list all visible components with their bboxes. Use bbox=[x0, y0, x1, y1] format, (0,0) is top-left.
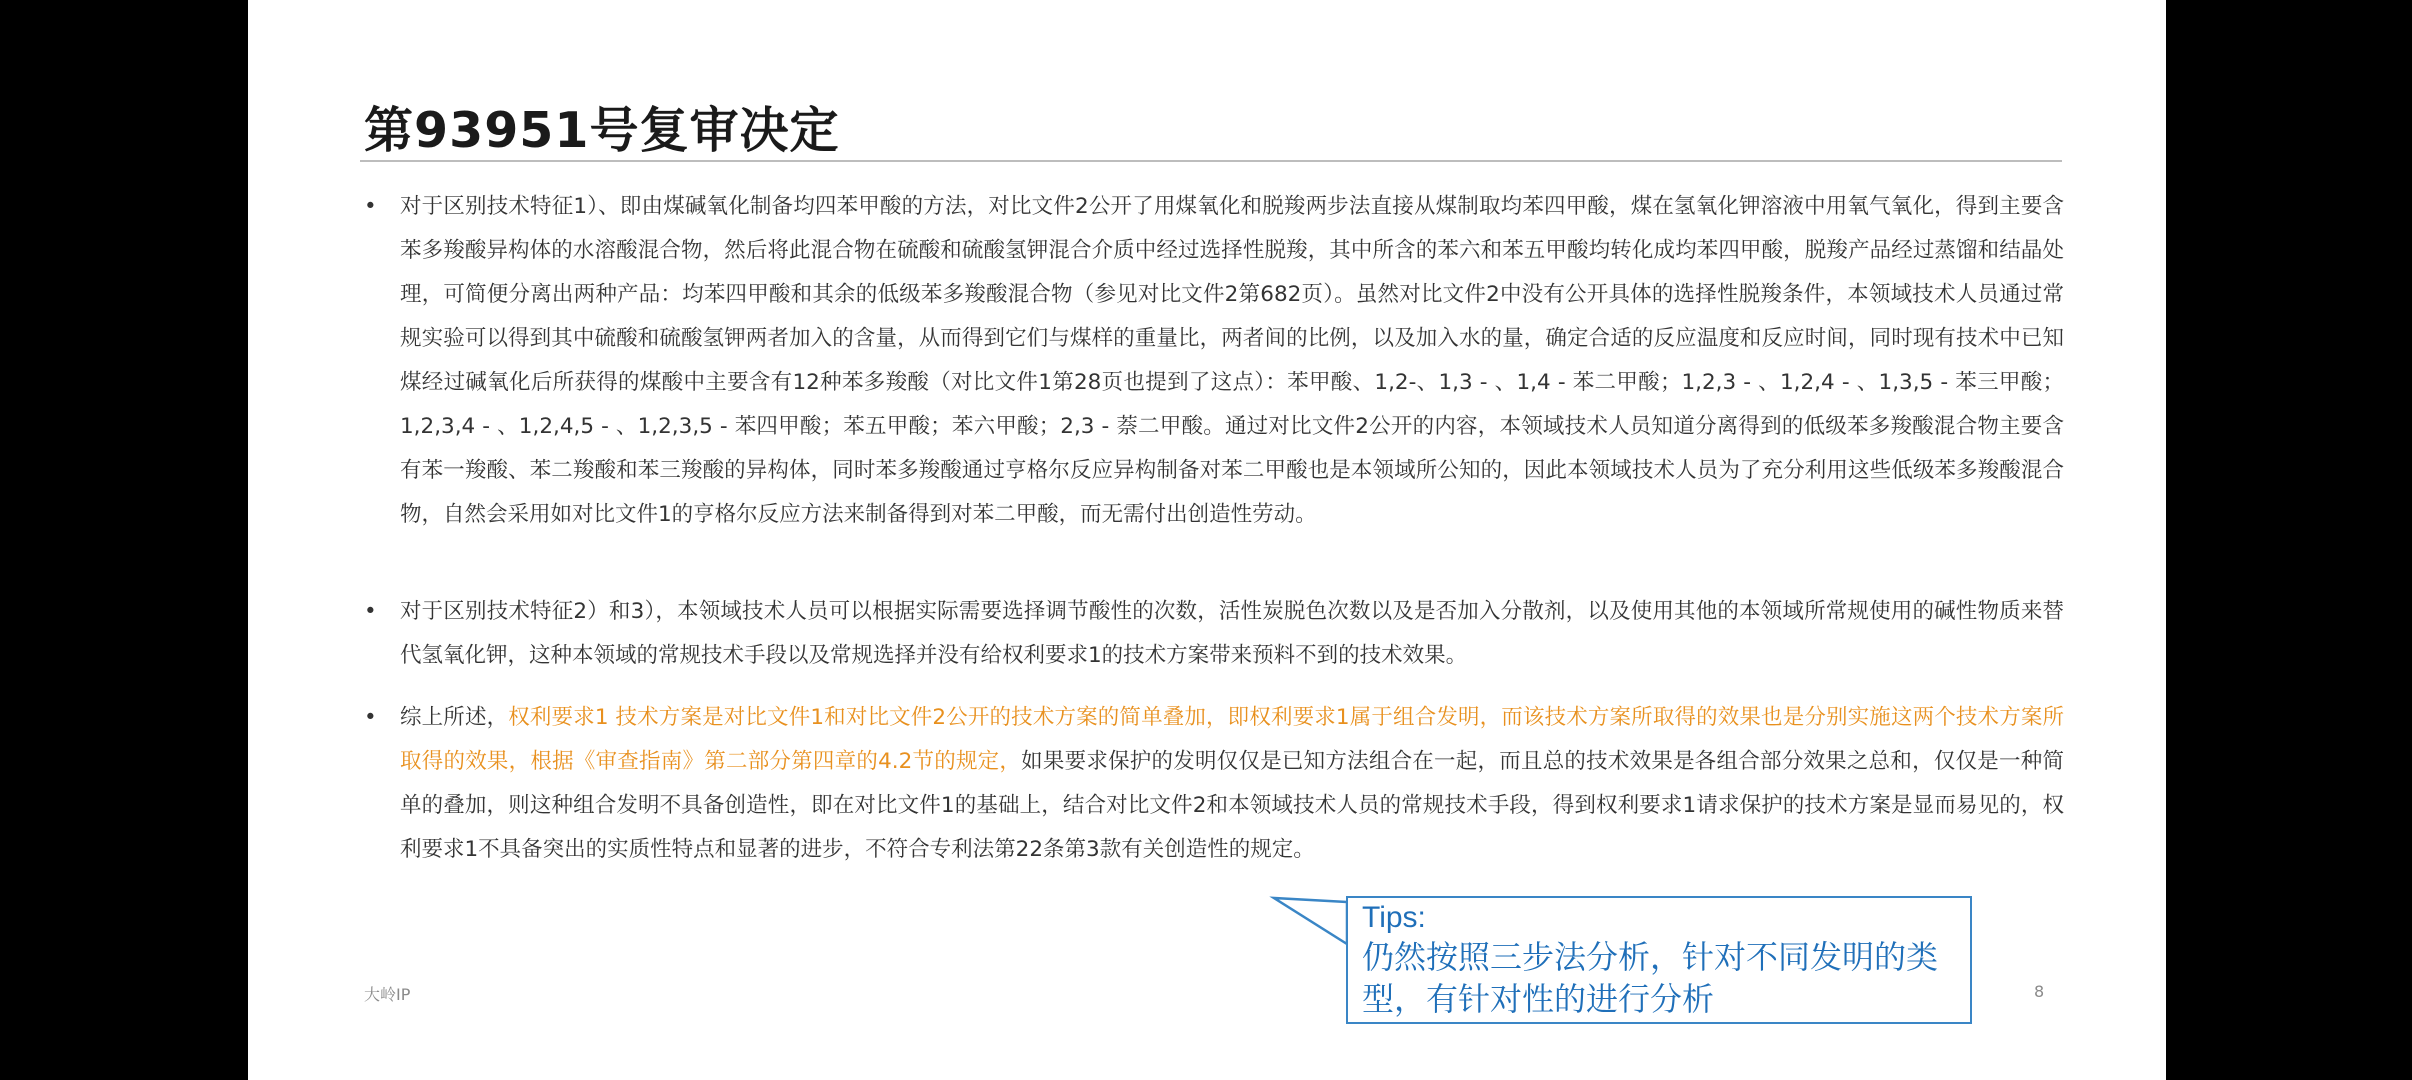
tips-callout bbox=[1346, 896, 1972, 1024]
bullet-text-1: 对于区别技术特征1）、即由煤碱氧化制备均四苯甲酸的方法，对比文件2公开了用煤氧化和脱羧两步法直接从煤制取均苯四甲酸，煤在氢氧化钾溶液中用氧气氧化，得到主要含苯多羧酸异构体的水溶酸混合物，然后将此混合物在硫酸和硫酸氢钾混合介质中经过选择性脱羧，其中所含的苯六和苯五甲酸均转化成均苯四甲酸，脱羧产品经过蒸馏和结晶处理，可简便分离出两种产品：均苯四甲酸和其余的低级苯多羧酸混合物（参见对比文件2第682页）。虽然对比文件2中没有公开具体的选择性脱羧条件，本领域技术人员通过常规实验可以得到其中硫酸和硫酸氢钾两者加入的含量，从而得到它们与煤样的重量比，两者间的比例，以及加入水的量，确定合适的反应温度和反应时间，同时现有技术中已知煤经过碱氧化后所获得的煤酸中主要含有12种苯多羧酸（对比文件1第28页也提到了这点）：苯甲酸、1,2-、1,3 - 、1,4 - 苯二甲酸；1,2,3 - 、1,2,4 - 、1,3,5 - 苯三甲酸；1,2,3,4 - 、1,2,4,5 - 、1,2,3,5 - 苯四甲酸；苯五甲酸；苯六甲酸；2,3 - 萘二甲酸。通过对比文件2公开的内容，本领域技术人员知道分离得到的低级苯多羧酸混合物主要含有苯一羧酸、苯二羧酸和苯三羧酸的异构体，同时苯多羧酸通过亨格尔反应异构制备对苯二甲酸也是本领域所公知的，因此本领域技术人员为了充分利用这些低级苯多羧酸混合物，自然会采用如对比文件1的亨格尔反应方法来制备得到对苯二甲酸，而无需付出创造性劳动。 bbox=[400, 194, 2064, 527]
slide bbox=[248, 0, 2166, 1080]
bullet-item-2 bbox=[364, 590, 2064, 678]
tips-body: 仍然按照三步法分析，针对不同发明的类型，有针对性的进行分析 bbox=[1362, 938, 1939, 1018]
bullet-text-3 bbox=[400, 696, 2064, 872]
conclusion-lead: 综上所述， bbox=[400, 705, 509, 730]
bullet-marker: • bbox=[364, 705, 377, 730]
footer-brand: 大岭IP bbox=[364, 985, 411, 1004]
conclusion-rest: 如果要求保护的发明仅仅是已知方法组合在一起，而且总的技术效果是各组合部分效果之总和，仅仅是一种简单的叠加，则这种组合发明不具备创造性，即在对比文件1的基础上，结合对比文件2和本领域技术人员的常规技术手段，得到权利要求1请求保护的技术方案是显而易见的，权利要求1不具备突出的实质性特点和显著的进步，不符合专利法第22条第3款有关创造性的规定。 bbox=[400, 749, 2064, 862]
page-number: 8 bbox=[2034, 982, 2045, 1001]
callout-pointer bbox=[1270, 896, 1350, 956]
bullet-item-3 bbox=[364, 696, 2064, 872]
bullet-item-1 bbox=[364, 185, 2064, 537]
conclusion-highlight: 权利要求1 技术方案是对比文件1和对比文件2公开的技术方案的简单叠加，即权利要求1属于组合发明，而该技术方案所取得的效果也是分别实施这两个技术方案所取得的效果，根据《审查指南》第二部分第四章的4.2节的规定， bbox=[400, 705, 2064, 774]
slide-title: 第93951号复审决定 bbox=[364, 102, 840, 159]
bullet-marker: • bbox=[364, 194, 377, 219]
title-divider bbox=[360, 160, 2062, 162]
bullet-marker: • bbox=[364, 599, 377, 624]
tips-heading: Tips: bbox=[1362, 901, 1426, 934]
bullet-text-2: 对于区别技术特征2）和3），本领域技术人员可以根据实际需要选择调节酸性的次数，活性炭脱色次数以及是否加入分散剂，以及使用其他的本领域所常规使用的碱性物质来替代氢氧化钾，这种本领域的常规技术手段以及常规选择并没有给权利要求1的技术方案带来预料不到的技术效果。 bbox=[400, 599, 2064, 668]
